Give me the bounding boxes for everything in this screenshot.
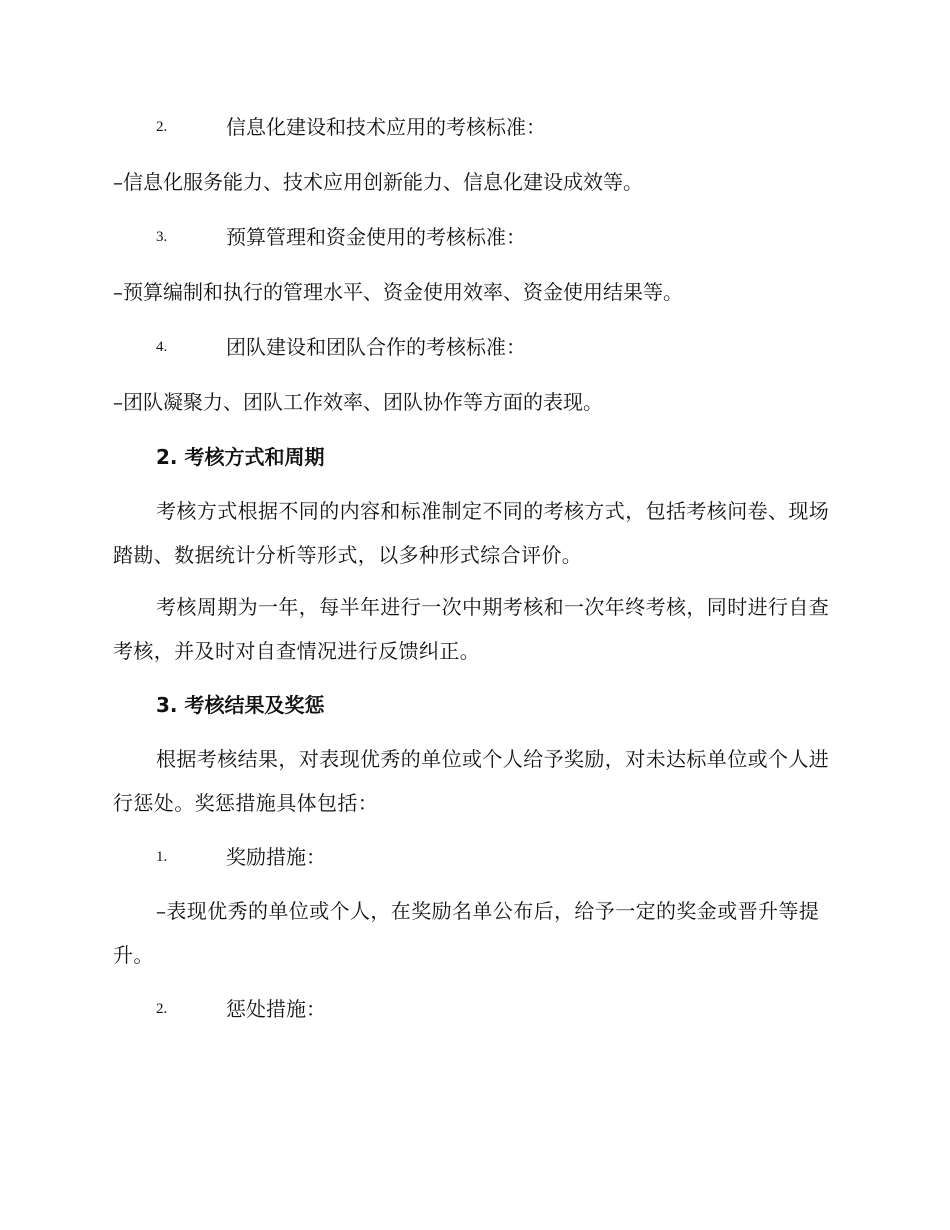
list-item-title: 预算管理和资金使用的考核标准： [226, 225, 526, 249]
list-item-title: 奖励措施： [226, 845, 326, 869]
list-item-detail: –表现优秀的单位或个人，在奖励名单公布后，给予一定的奖金或晋升等提升。 [113, 899, 820, 967]
list-number: 3. [156, 229, 168, 245]
list-number: 2. [156, 119, 168, 135]
paragraph: 根据考核结果，对表现优秀的单位或个人给予奖励，对未达标单位或个人进行惩处。奖惩措施具体包括： [113, 747, 830, 815]
list-item-title: 信息化建设和技术应用的考核标准： [226, 115, 546, 139]
list-item-title: 惩处措施： [226, 997, 326, 1021]
list-item-detail: –团队凝聚力、团队工作效率、团队协作等方面的表现。 [113, 390, 603, 414]
list-number: 2. [156, 1001, 168, 1017]
list-item-detail: –信息化服务能力、技术应用创新能力、信息化建设成效等。 [113, 170, 643, 194]
section-heading: 3. 考核结果及奖惩 [156, 693, 325, 717]
list-item-detail: –预算编制和执行的管理水平、资金使用效率、资金使用结果等。 [113, 280, 683, 304]
paragraph: 考核方式根据不同的内容和标准制定不同的考核方式，包括考核问卷、现场踏勘、数据统计分析等形式，以多种形式综合评价。 [113, 499, 830, 567]
paragraph: 考核周期为一年，每半年进行一次中期考核和一次年终考核，同时进行自查考核，并及时对自查情况进行反馈纠正。 [113, 595, 830, 663]
section-heading: 2. 考核方式和周期 [156, 445, 325, 469]
list-item-title: 团队建设和团队合作的考核标准： [226, 335, 526, 359]
list-number: 1. [156, 849, 168, 865]
list-number: 4. [156, 339, 168, 355]
